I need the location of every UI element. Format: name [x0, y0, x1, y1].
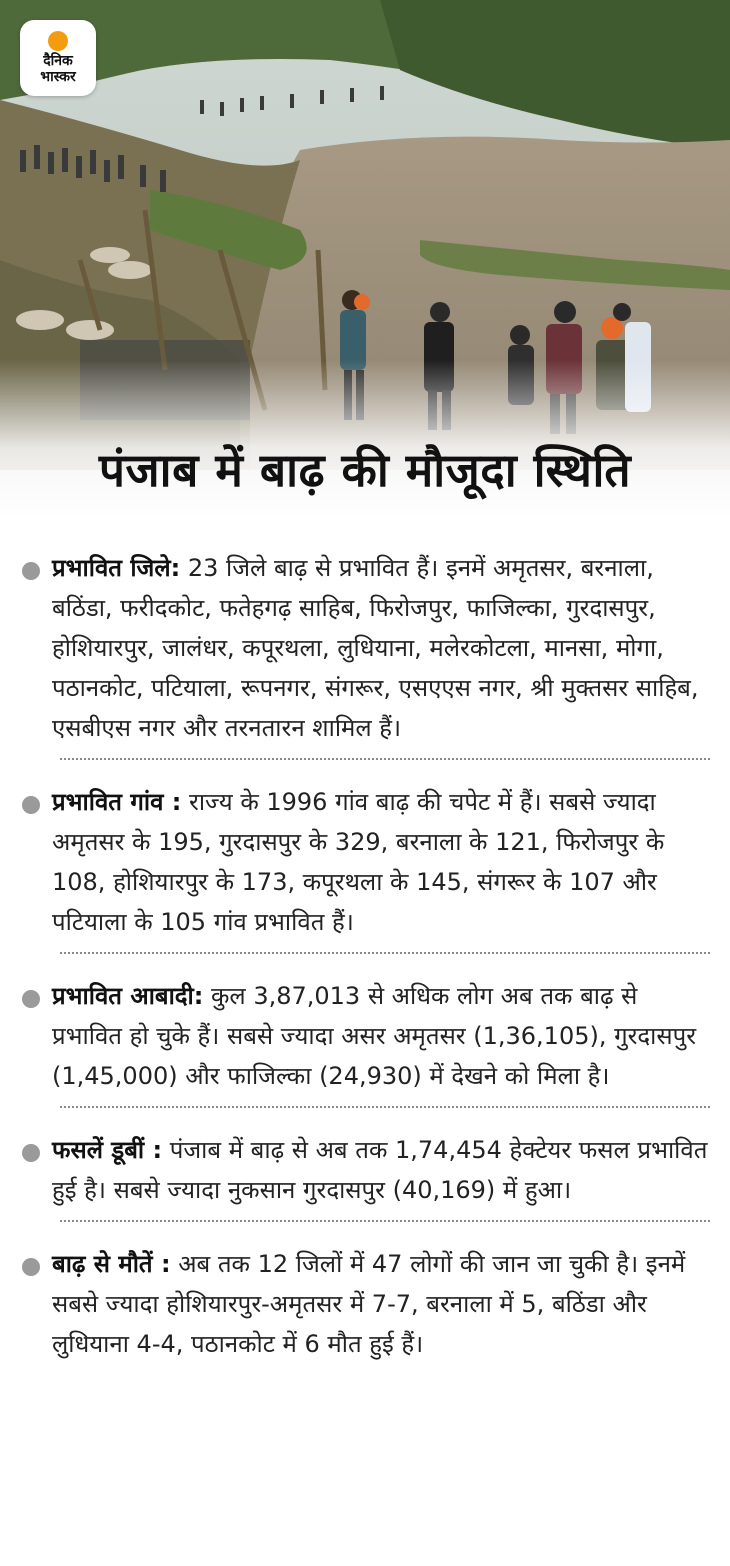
list-item-affected-population	[0, 968, 730, 1108]
item-text: अब तक 12 जिलों में 47 लोगों की जान जा चुकी है। इनमें सबसे ज्यादा होशियारपुर-अमृतसर में 7-7, बरनाला में 5, बठिंडा और लुधियाना 4-4, पठानकोट में 6 मौत हुई हैं।	[52, 1250, 686, 1358]
item-label: बाढ़ से मौतें :	[52, 1250, 171, 1278]
logo-text-line2: भास्कर	[40, 69, 76, 85]
item-text: पंजाब में बाढ़ से अब तक 1,74,454 हेक्टेयर फसल प्रभावित हुई है। सबसे ज्यादा नुकसान गुरदासपुर (40,169) में हुआ।	[52, 1136, 708, 1204]
item-label: फसलें डूबीं :	[52, 1136, 163, 1164]
item-text: 23 जिले बाढ़ से प्रभावित हैं। इनमें अमृतसर, बरनाला, बठिंडा, फरीदकोट, फतेहगढ़ साहिब, फिरोजपुर, फाजिल्का, गुरदासपुर, होशियारपुर, जालंधर, कपूरथला, लुधियाना, मलेरकोटला, मानसा, मोगा, पठानकोट, पटियाला, रूपनगर, संगरूर, एसएएस नगर, श्री मुक्तसर साहिब, एसबीएस नगर और तरनतारन शामिल हैं।	[52, 554, 699, 742]
list-item-flood-deaths	[0, 1236, 730, 1376]
item-label: प्रभावित जिले:	[52, 554, 181, 582]
list-item-affected-villages	[0, 774, 730, 954]
bullet-icon	[22, 796, 40, 814]
dotted-divider	[60, 1106, 710, 1108]
list-item-affected-districts	[0, 540, 730, 760]
bullet-icon	[22, 1258, 40, 1276]
dotted-divider	[60, 1220, 710, 1222]
item-text: राज्य के 1996 गांव बाढ़ की चपेट में हैं। सबसे ज्यादा अमृतसर के 195, गुरदासपुर के 329, बरनाला के 121, फिरोजपुर के 108, होशियारपुर के 173, कपूरथला के 145, संगरूर के 107 और पटियाला के 105 गांव प्रभावित हैं।	[52, 788, 665, 936]
sun-icon	[48, 31, 68, 51]
item-label: प्रभावित गांव :	[52, 788, 182, 816]
info-list	[0, 540, 730, 1390]
bullet-icon	[22, 990, 40, 1008]
page-title: पंजाब में बाढ़ की मौजूदा स्थिति	[98, 443, 632, 497]
dotted-divider	[60, 758, 710, 760]
item-text: कुल 3,87,013 से अधिक लोग अब तक बाढ़ से प्रभावित हो चुके हैं। सबसे ज्यादा असर अमृतसर (1,36,105), गुरदासपुर (1,45,000) और फाजिल्का (24,930) में देखने को मिला है।	[52, 982, 697, 1090]
list-item-crops-submerged	[0, 1122, 730, 1222]
bullet-icon	[22, 1144, 40, 1162]
bullet-icon	[22, 562, 40, 580]
logo-text-line1: दैनिक	[43, 53, 73, 69]
item-label: प्रभावित आबादी:	[52, 982, 204, 1010]
dotted-divider	[60, 952, 710, 954]
dainik-bhaskar-logo	[20, 20, 96, 96]
